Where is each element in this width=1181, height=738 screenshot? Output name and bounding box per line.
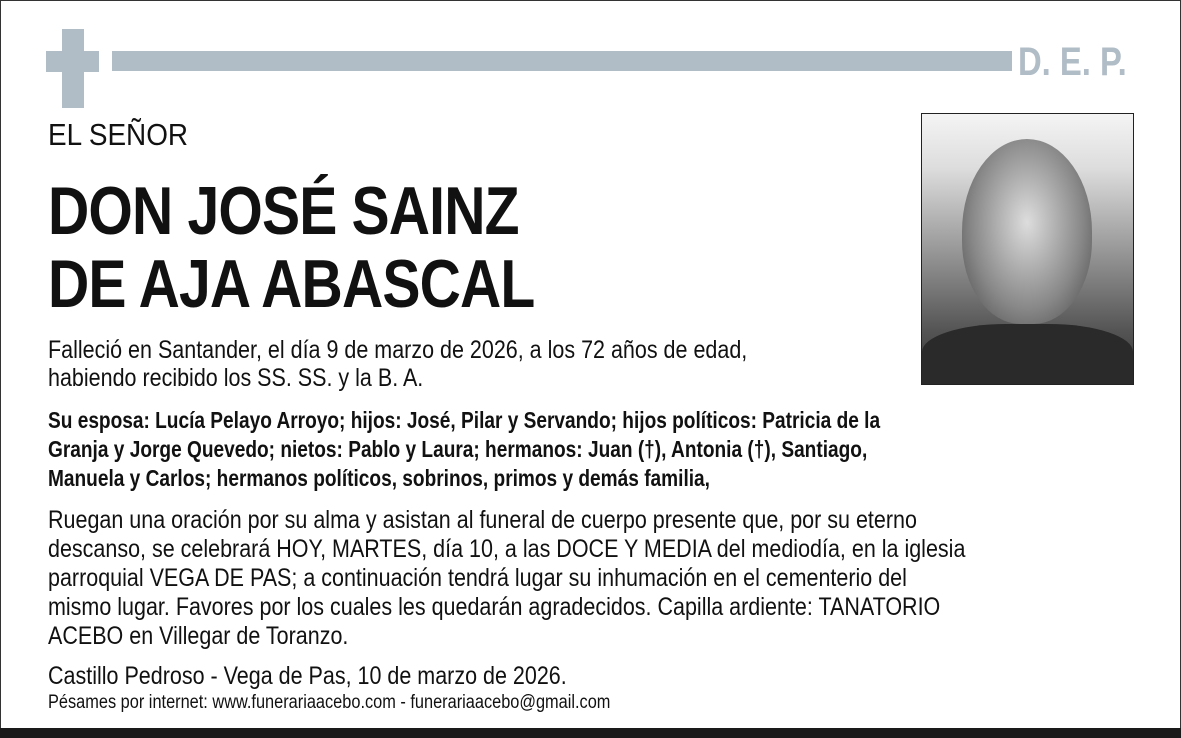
- dep-label: D. E. P.: [1018, 40, 1127, 84]
- deceased-photo: [921, 113, 1134, 385]
- header-rule: [112, 51, 1012, 71]
- family-line: Granja y Jorge Quevedo; nietos: Pablo y Laura; hermanos: Juan (†), Antonia (†), Santiago,: [48, 436, 868, 462]
- bottom-bar: [0, 728, 1181, 738]
- family-line: Manuela y Carlos; hermanos políticos, sobrinos, primos y demás familia,: [48, 465, 710, 491]
- name-line-1: DON JOSÉ SAINZ: [48, 173, 519, 249]
- condolences-contact: Pésames por internet: www.funerariaacebo.com - funerariaacebo@gmail.com: [48, 692, 611, 713]
- funeral-line: ACEBO en Villegar de Toranzo.: [48, 622, 349, 650]
- funeral-line: Ruegan una oración por su alma y asistan al funeral de cuerpo presente que, por su eterno: [48, 506, 917, 534]
- funeral-line: parroquial VEGA DE PAS; a continuación tendrá lugar su inhumación en el cementerio del: [48, 564, 907, 592]
- place-date: Castillo Pedroso - Vega de Pas, 10 de marzo de 2026.: [48, 662, 567, 690]
- funeral-line: mismo lugar. Favores por los cuales les quedarán agradecidos. Capilla ardiente: TANATORIO: [48, 593, 941, 621]
- name-line-2: DE AJA ABASCAL: [48, 246, 535, 322]
- death-line: habiendo recibido los SS. SS. y la B. A.: [48, 364, 424, 392]
- funeral-line: descanso, se celebrará HOY, MARTES, día 10, a las DOCE Y MEDIA del mediodía, en la iglesia: [48, 535, 966, 563]
- photo-head: [962, 139, 1092, 324]
- photo-body: [922, 324, 1133, 385]
- cross-icon-arm: [46, 51, 99, 72]
- family-line: Su esposa: Lucía Pelayo Arroyo; hijos: José, Pilar y Servando; hijos políticos: Patricia de la: [48, 407, 881, 433]
- intro-text: EL SEÑOR: [48, 117, 189, 152]
- death-line: Falleció en Santander, el día 9 de marzo de 2026, a los 72 años de edad,: [48, 336, 748, 364]
